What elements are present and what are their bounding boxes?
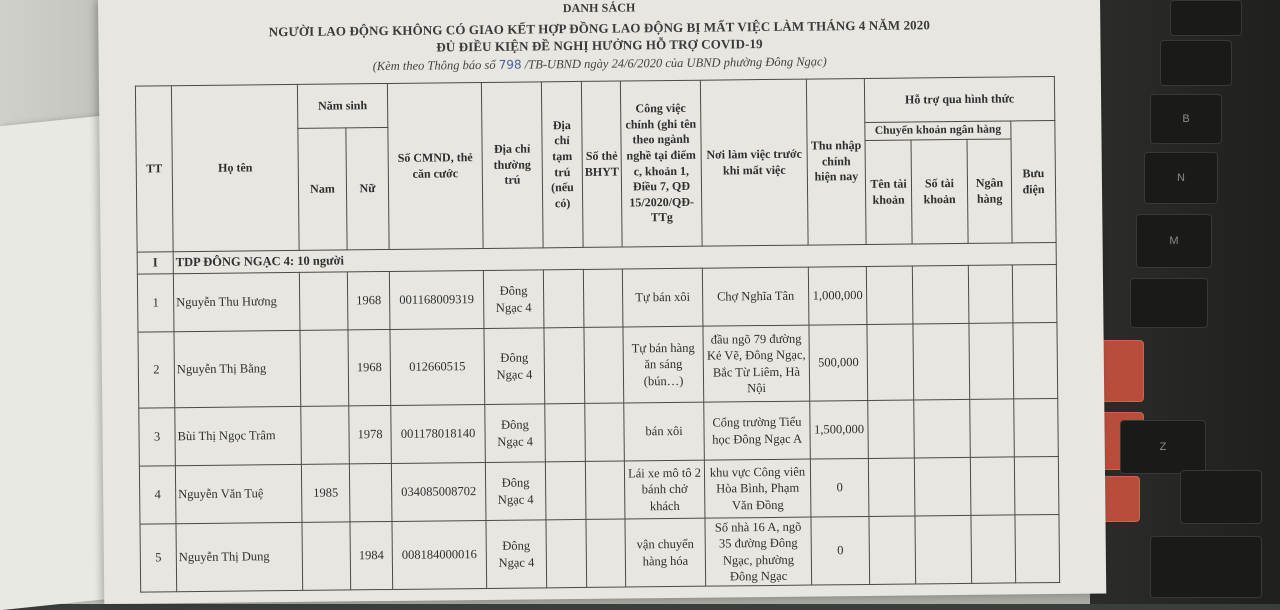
document-page <box>98 0 1106 604</box>
keyboard-key <box>1150 536 1262 598</box>
row-insurance <box>585 461 625 519</box>
row-id-no: 008184000016 <box>392 520 487 589</box>
row-id-no: 012660515 <box>390 328 485 405</box>
row-id-no: 034085008702 <box>391 462 486 521</box>
keyboard-key: B <box>1150 94 1222 144</box>
row-income: 1,000,000 <box>808 266 867 325</box>
doc-title-line2: ĐỦ ĐIỀU KIỆN ĐỀ NGHỊ HƯỞNG HỖ TRỢ COVID-19 <box>436 36 763 55</box>
row-bank <box>970 457 1015 515</box>
row-workplace: Cổng trường Tiểu học Đông Ngạc A <box>704 401 811 460</box>
row-insurance <box>585 403 625 461</box>
header-workplace: Nơi làm việc trước khi mất việc <box>700 79 808 246</box>
row-job: Tự bán hàng ăn sáng (bún…) <box>623 326 704 403</box>
row-post <box>1014 398 1059 456</box>
header-temp-address: Địa chỉ tạm trú (nếu có) <box>541 81 583 247</box>
row-name: Nguyễn Thu Hương <box>173 272 300 331</box>
row-account-no <box>914 457 971 516</box>
header-tt: TT <box>135 86 173 252</box>
keyboard-key <box>1180 470 1262 524</box>
keyboard-key: M <box>1136 214 1212 268</box>
row-account-name <box>869 516 916 584</box>
row-name: Nguyễn Thị Dung <box>176 522 303 591</box>
handwritten-number: 798 <box>498 57 522 72</box>
row-temp-address <box>543 269 584 327</box>
row-account-no <box>914 399 971 458</box>
row-temp-address <box>544 327 585 403</box>
row-address: Đông Ngạc 4 <box>484 328 545 405</box>
row-post <box>1012 264 1057 322</box>
row-name: Nguyễn Thị Bằng <box>174 330 301 407</box>
row-female: 1968 <box>347 271 390 329</box>
row-female: 1968 <box>348 329 391 405</box>
row-job: Lái xe mô tô 2 bánh chở khách <box>624 460 705 519</box>
header-id-no: Số CMND, thẻ căn cước <box>387 82 483 249</box>
header-bank: Ngân hàng <box>967 139 1012 243</box>
header-insurance: Số thẻ BHYT <box>581 81 622 247</box>
row-address: Đông Ngạc 4 <box>485 462 546 521</box>
row-tt: 3 <box>139 408 176 466</box>
header-address: Địa chỉ thường trú <box>481 82 543 249</box>
keyboard <box>1090 0 1280 604</box>
row-temp-address <box>545 461 586 519</box>
row-post <box>1014 456 1059 514</box>
row-tt: 2 <box>138 332 175 408</box>
row-income: 0 <box>811 516 870 585</box>
row-bank <box>969 323 1014 399</box>
worker-table <box>135 76 1060 593</box>
subtitle-suffix: /TB-UBND ngày 24/6/2020 của UBND phường Đông Ngạc) <box>524 54 827 72</box>
row-account-no <box>912 265 969 324</box>
row-address: Đông Ngạc 4 <box>483 270 544 329</box>
table-row <box>140 514 1060 592</box>
row-income: 1,500,000 <box>810 400 869 459</box>
row-bank <box>968 265 1013 323</box>
keyboard-key: N <box>1144 152 1218 204</box>
row-temp-address <box>545 403 586 461</box>
row-workplace: Chợ Nghĩa Tân <box>702 267 809 326</box>
row-female: 1984 <box>350 521 393 589</box>
row-insurance <box>586 519 626 587</box>
header-support: Hỗ trợ qua hình thức <box>864 76 1054 122</box>
header-male: Nam <box>298 128 347 250</box>
keyboard-key: Z <box>1120 420 1206 474</box>
doc-title-line1: NGƯỜI LAO ĐỘNG KHÔNG CÓ GIAO KẾT HỢP ĐỒNG LAO ĐỘNG BỊ MẤT VIỆC LÀM THÁNG 4 NĂM 2020 <box>268 17 931 40</box>
row-male <box>301 406 350 464</box>
row-female: 1978 <box>349 405 392 463</box>
row-insurance <box>583 269 623 327</box>
section-label: TDP ĐÔNG NGẠC 4: 10 người <box>173 242 1056 273</box>
header-account-no: Số tài khoản <box>911 139 968 244</box>
row-account-name <box>867 324 914 400</box>
row-address: Đông Ngạc 4 <box>485 404 546 463</box>
row-address: Đông Ngạc 4 <box>486 520 547 589</box>
header-post: Bưu điện <box>1011 120 1056 242</box>
keyboard-key <box>1160 40 1232 86</box>
row-insurance <box>584 327 624 403</box>
table-row <box>138 322 1058 408</box>
row-post <box>1015 514 1060 582</box>
header-account-name: Tên tài khoản <box>865 140 912 244</box>
row-bank <box>970 399 1015 457</box>
row-tt: 1 <box>137 274 174 332</box>
table-row <box>139 398 1059 466</box>
row-male <box>299 272 348 330</box>
row-income: 0 <box>810 458 869 517</box>
keyboard-key <box>1130 278 1208 328</box>
row-post <box>1013 322 1058 398</box>
doc-title-top: DANH SÁCH <box>562 0 636 16</box>
row-workplace: khu vực Công viên Hòa Bình, Phạm Văn Đồng <box>704 459 811 518</box>
row-temp-address <box>546 519 587 587</box>
header-female: Nữ <box>346 127 389 249</box>
row-male: 1985 <box>301 464 350 522</box>
row-bank <box>971 515 1016 583</box>
row-account-no <box>913 323 970 400</box>
header-bank-transfer: Chuyển khoản ngân hàng <box>865 121 1011 141</box>
row-male <box>302 522 351 590</box>
row-income: 500,000 <box>809 324 868 401</box>
row-job: Tự bán xôi <box>622 268 703 327</box>
keyboard-key <box>1170 0 1242 36</box>
row-account-name <box>868 458 915 516</box>
row-female <box>349 463 392 521</box>
row-tt: 5 <box>140 524 177 592</box>
header-name: Họ tên <box>171 84 299 251</box>
row-name: Bùi Thị Ngọc Trâm <box>175 406 302 465</box>
row-workplace: đầu ngõ 79 đường Kẻ Vẽ, Đông Ngạc, Bắc Từ Liêm, Hà Nội <box>703 325 810 402</box>
subtitle-prefix: (Kèm theo Thông báo số <box>372 57 496 74</box>
header-job: Công việc chính (ghi tên theo ngành nghề tại điểm c, khoản 1, Điều 7, QĐ 15/2020/QĐ-TTg <box>620 80 702 247</box>
row-name: Nguyễn Văn Tuệ <box>175 464 302 523</box>
row-account-name <box>866 266 913 324</box>
row-account-name <box>868 400 915 458</box>
row-male <box>300 330 349 406</box>
row-job: vận chuyển hàng hóa <box>625 518 706 587</box>
row-tt: 4 <box>139 466 176 524</box>
row-job: bán xôi <box>624 402 705 461</box>
table-row <box>139 456 1059 524</box>
row-account-no <box>915 515 972 584</box>
row-id-no: 001168009319 <box>389 270 484 329</box>
header-birth-year: Năm sinh <box>297 83 387 128</box>
row-id-no: 001178018140 <box>391 404 486 463</box>
table-row <box>137 264 1057 332</box>
header-income: Thu nhập chính hiện nay <box>806 78 866 245</box>
row-workplace: Số nhà 16 A, ngõ 35 đường Đông Ngạc, phường Đông Ngạc <box>705 517 812 586</box>
section-number: I <box>137 252 173 274</box>
